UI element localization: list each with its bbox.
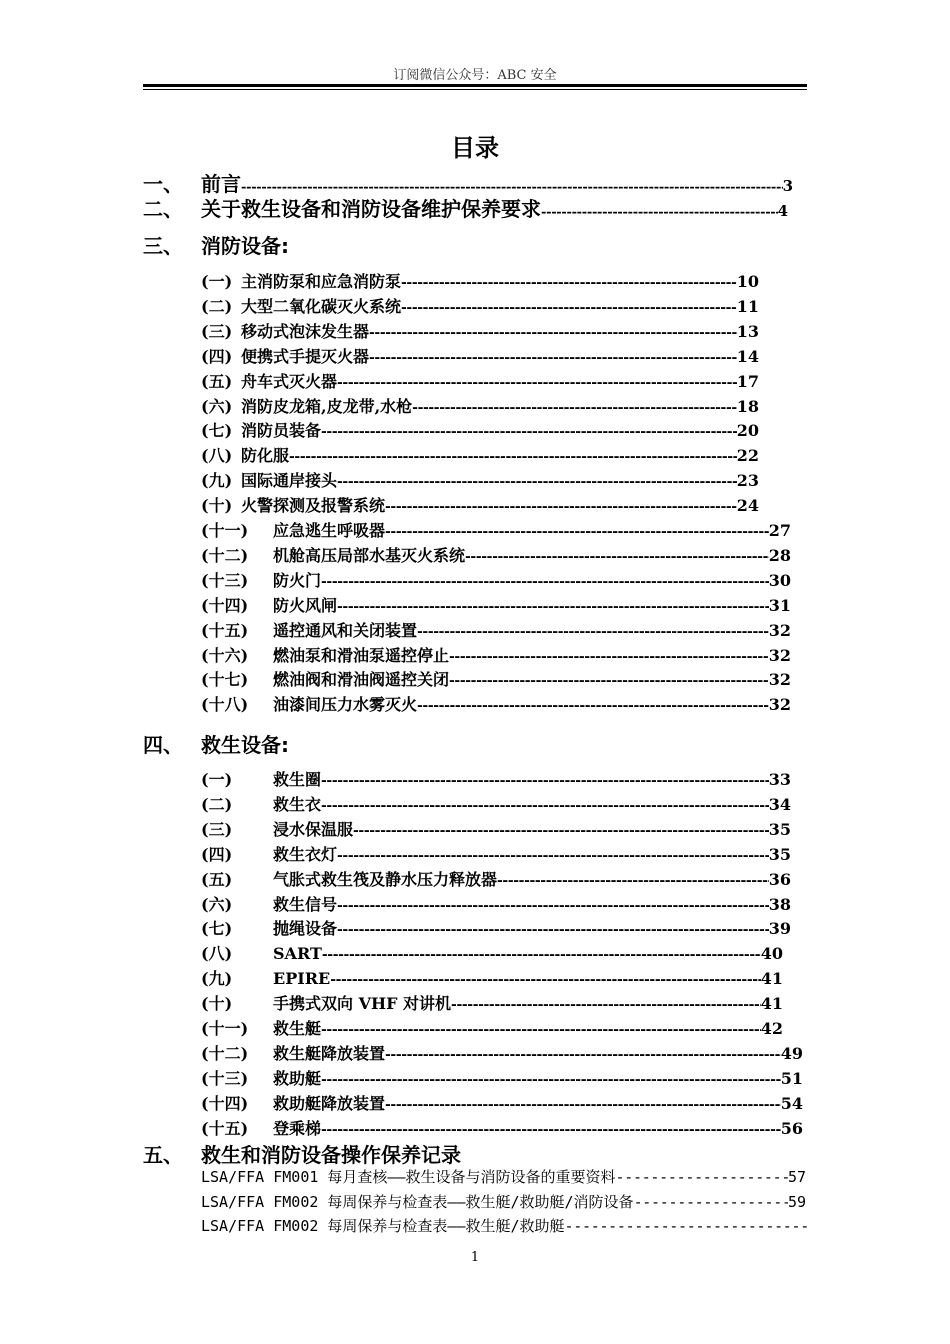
toc-entry[interactable]: [201, 269, 759, 292]
leader-dots: [321, 798, 769, 814]
entry-label: 消防员装备: [241, 421, 322, 441]
leader-dots: [330, 972, 761, 988]
entry-label: 应急逃生呼吸器: [273, 521, 386, 540]
entry-number: (八): [201, 944, 233, 964]
leader-dots: [369, 325, 737, 341]
entry-label: LSA/FFA FM001 每月查核——救生设备与消防设备的重要资料: [201, 1168, 616, 1186]
toc-entry[interactable]: [201, 1016, 783, 1039]
entry-number: (七): [201, 421, 233, 441]
entry-number: (八): [201, 446, 233, 466]
entry-number: (十): [201, 994, 233, 1014]
entry-number: (五): [201, 371, 233, 391]
toc-entry[interactable]: [201, 792, 791, 815]
page-number: 14: [736, 346, 759, 366]
toc-entry[interactable]: [201, 294, 759, 317]
toc-entry[interactable]: [201, 468, 759, 491]
entry-number: (一): [201, 272, 233, 291]
entry-number: (十一): [201, 521, 249, 540]
leader-dots: [497, 873, 769, 889]
page-number: 32: [768, 645, 791, 665]
entry-label: 救生圈: [273, 770, 322, 789]
entry-label: EPIRE: [273, 969, 331, 989]
leader-dots: [337, 848, 769, 864]
entry-number: (七): [201, 919, 233, 939]
page-number: 59: [787, 1192, 806, 1211]
toc-entry[interactable]: [201, 1215, 807, 1236]
leader-dots: [337, 599, 769, 615]
page-number: 27: [768, 521, 791, 540]
toc-entry[interactable]: [201, 842, 791, 865]
entry-label: 救助艇降放装置: [273, 1093, 386, 1113]
leader-dots: [417, 698, 769, 714]
section-number: 一、: [143, 172, 183, 196]
toc-entry[interactable]: [201, 966, 783, 989]
leader-dots: [337, 922, 769, 938]
entry-label: LSA/FFA FM002 每周保养与检查表——救生艇/救助艇/消防设备: [201, 1192, 634, 1211]
toc-entry[interactable]: [201, 692, 791, 715]
entry-label: 国际通岸接头: [241, 471, 338, 491]
footer-page-number: 1: [470, 1250, 480, 1265]
leader-dots: [541, 205, 778, 220]
entry-number: (六): [201, 894, 233, 914]
entry-number: (六): [201, 396, 233, 416]
entry-number: (二): [201, 296, 233, 316]
entry-number: (五): [201, 869, 233, 889]
entry-number: (十二): [201, 545, 249, 565]
entry-label: 移动式泡沫发生器: [241, 321, 370, 341]
toc-entry[interactable]: [201, 344, 759, 367]
leader-dots: [321, 1072, 781, 1088]
entry-label: 手携式双向 VHF 对讲机: [273, 994, 452, 1014]
leader-dots: [465, 549, 769, 565]
leader-dots: [321, 424, 737, 440]
leader-dots: [337, 375, 737, 391]
entry-number: (十四): [201, 1093, 249, 1113]
toc-section-life-saving-equipment: [143, 729, 543, 758]
entry-number: (九): [201, 471, 233, 491]
entry-number: (一): [201, 770, 233, 789]
entry-number: (十八): [201, 695, 249, 715]
entry-label: 消防皮龙箱,皮龙带,水枪: [241, 396, 413, 416]
entry-number: (十四): [201, 595, 249, 615]
entry-number: (十一): [201, 1019, 249, 1038]
leader-dots: [634, 1193, 788, 1211]
page-number: 17: [736, 371, 759, 391]
entry-label: 救生信号: [273, 894, 338, 914]
page-number: 32: [768, 670, 791, 690]
toc-entry[interactable]: [201, 1041, 803, 1064]
entry-label: 大型二氧化碳灭火系统: [241, 296, 402, 316]
leader-dots: [289, 449, 737, 465]
page-number: 31: [768, 595, 791, 615]
page-number: 42: [760, 1019, 783, 1038]
section-label: 救生设备:: [201, 733, 289, 757]
leader-dots: [401, 300, 737, 316]
leader-dots: [616, 1168, 788, 1186]
toc-entry[interactable]: [201, 493, 759, 516]
page-number: 10: [736, 272, 759, 291]
toc-entry[interactable]: [201, 991, 783, 1014]
page-number: 35: [768, 844, 791, 864]
page-number: 40: [760, 944, 783, 964]
entry-label: 抛绳设备: [273, 919, 338, 939]
page-header: 订阅微信公众号：ABC 安全: [393, 68, 557, 83]
entry-label: 遥控通风和关闭装置: [273, 620, 418, 640]
page-number: 30: [768, 570, 791, 590]
toc-section-maintenance-records: [143, 1139, 743, 1168]
header-rule-thin: [143, 89, 807, 90]
entry-label: 救生艇: [273, 1019, 322, 1038]
page-number: 39: [768, 919, 791, 939]
page-number: 34: [768, 794, 791, 814]
toc-entry[interactable]: [201, 817, 791, 840]
section-number: 五、: [143, 1143, 183, 1167]
page-number: 51: [780, 1068, 803, 1088]
toc-entry[interactable]: [201, 518, 791, 541]
leader-dots: [337, 474, 737, 490]
entry-number: (三): [201, 819, 233, 839]
toc-entry[interactable]: [201, 394, 759, 417]
entry-label: 主消防泵和应急消防泵: [241, 272, 402, 291]
page-number: 57: [787, 1168, 806, 1186]
toc-entry[interactable]: [201, 1116, 803, 1139]
leader-dots: [385, 524, 769, 540]
entry-label: 防火风闸: [273, 595, 338, 615]
toc-section-fire-equipment: [143, 230, 543, 259]
entry-label: 火警探测及报警系统: [241, 496, 386, 516]
page-number: 38: [768, 894, 791, 914]
toc-entry[interactable]: [201, 1091, 803, 1114]
page-number: 56: [780, 1118, 803, 1138]
page-number: 3: [782, 177, 793, 195]
page-number: 49: [780, 1043, 803, 1063]
leader-dots: [321, 574, 769, 590]
entry-label: 气胀式救生筏及静水压力释放器: [273, 869, 498, 889]
leader-dots: [337, 898, 769, 914]
toc-entry[interactable]: [201, 443, 759, 466]
entry-label: 机舱高压局部水基灭火系统: [273, 545, 466, 565]
entry-label: 救生衣灯: [273, 844, 338, 864]
entry-number: (十六): [201, 645, 249, 665]
page-number: 33: [768, 770, 791, 789]
entry-label: 救助艇: [273, 1068, 322, 1088]
entry-number: (四): [201, 346, 233, 366]
leader-dots: [449, 649, 769, 665]
leader-dots: [353, 823, 769, 839]
entry-number: (二): [201, 794, 233, 814]
toc-entry[interactable]: [201, 568, 791, 591]
leader-dots: [401, 275, 737, 291]
entry-number: (十三): [201, 570, 249, 590]
section-number: 三、: [143, 234, 183, 258]
page-number: 23: [736, 471, 759, 491]
entry-number: (十七): [201, 670, 249, 690]
page-number: 36: [768, 869, 791, 889]
entry-label: SART: [273, 944, 322, 964]
entry-label: 救生衣: [273, 794, 322, 814]
section-label: 关于救生设备和消防设备维护保养要求: [201, 197, 541, 221]
leader-dots: [321, 1122, 781, 1138]
page-number: 28: [768, 545, 791, 565]
toc-entry[interactable]: [201, 916, 791, 939]
toc-entry[interactable]: [201, 369, 759, 392]
leader-dots: [321, 773, 769, 789]
toc-entry[interactable]: [201, 593, 791, 616]
leader-dots: [385, 1097, 781, 1113]
page-number: 32: [768, 695, 791, 715]
entry-label: 登乘梯: [273, 1118, 322, 1138]
entry-label: 防化服: [241, 446, 290, 466]
entry-label: 舟车式灭火器: [241, 371, 338, 391]
leader-dots: [417, 624, 769, 640]
leader-dots: [449, 673, 769, 689]
entry-number: (十三): [201, 1068, 249, 1088]
entry-number: (十): [201, 496, 233, 516]
entry-label: LSA/FFA FM002 每周保养与检查表——救生艇/救助艇: [201, 1217, 565, 1235]
leader-dots: [369, 350, 737, 366]
header-rule-thick: [143, 84, 807, 87]
toc-entry[interactable]: [201, 767, 791, 790]
toc-entry[interactable]: [201, 618, 791, 641]
entry-number: (十二): [201, 1043, 249, 1063]
section-number: 四、: [143, 733, 183, 757]
entry-number: (四): [201, 844, 233, 864]
entry-label: 浸水保温服: [273, 819, 354, 839]
leader-dots: [451, 997, 761, 1013]
page-number: 20: [736, 421, 759, 441]
entry-number: (三): [201, 321, 233, 341]
page-number: 11: [736, 296, 759, 316]
entry-label: 油漆间压力水雾灭火: [273, 695, 418, 715]
page-number: 54: [780, 1093, 803, 1113]
leader-dots: [385, 1047, 781, 1063]
page-number: 41: [760, 969, 783, 989]
toc-entry[interactable]: [201, 1166, 806, 1187]
section-number: 二、: [143, 197, 183, 221]
page-number: 32: [768, 620, 791, 640]
toc-title: 目录: [451, 134, 499, 162]
toc-entry[interactable]: [201, 892, 791, 915]
page-number: 24: [736, 496, 759, 516]
toc-entry[interactable]: [201, 1066, 803, 1089]
toc-entry[interactable]: [201, 667, 791, 690]
entry-label: 燃油阀和滑油阀遥控关闭: [273, 670, 450, 690]
toc-entry[interactable]: [201, 867, 791, 890]
entry-label: 燃油泵和滑油泵遥控停止: [273, 645, 450, 665]
section-label: 前言: [201, 172, 241, 196]
page-number: 4: [777, 202, 788, 220]
entry-number: (十五): [201, 1118, 249, 1138]
leader-dots: [565, 1217, 807, 1235]
entry-number: (十五): [201, 620, 249, 640]
page-number: 22: [736, 446, 759, 466]
leader-dots: [385, 499, 737, 515]
toc-entry[interactable]: [201, 1191, 806, 1212]
leader-dots: [322, 947, 761, 963]
entry-label: 防火门: [273, 570, 322, 590]
toc-entry[interactable]: [201, 418, 759, 441]
entry-label: 便携式手提灭火器: [241, 346, 370, 366]
toc-entry[interactable]: [201, 543, 791, 566]
section-label: 消防设备:: [201, 234, 289, 258]
toc-entry[interactable]: [201, 941, 783, 964]
entry-number: (九): [201, 969, 233, 989]
page-number: 13: [736, 321, 759, 341]
page-number: 35: [768, 819, 791, 839]
page-number: 18: [736, 396, 759, 416]
page-number: 41: [760, 994, 783, 1014]
leader-dots: [321, 1022, 761, 1038]
toc-entry-maintenance-requirements[interactable]: [143, 193, 788, 222]
toc-entry[interactable]: [201, 319, 759, 342]
entry-label: 救生艇降放装置: [273, 1043, 386, 1063]
toc-entry[interactable]: [201, 643, 791, 666]
section-label: 救生和消防设备操作保养记录: [201, 1143, 461, 1167]
leader-dots: [412, 400, 737, 416]
